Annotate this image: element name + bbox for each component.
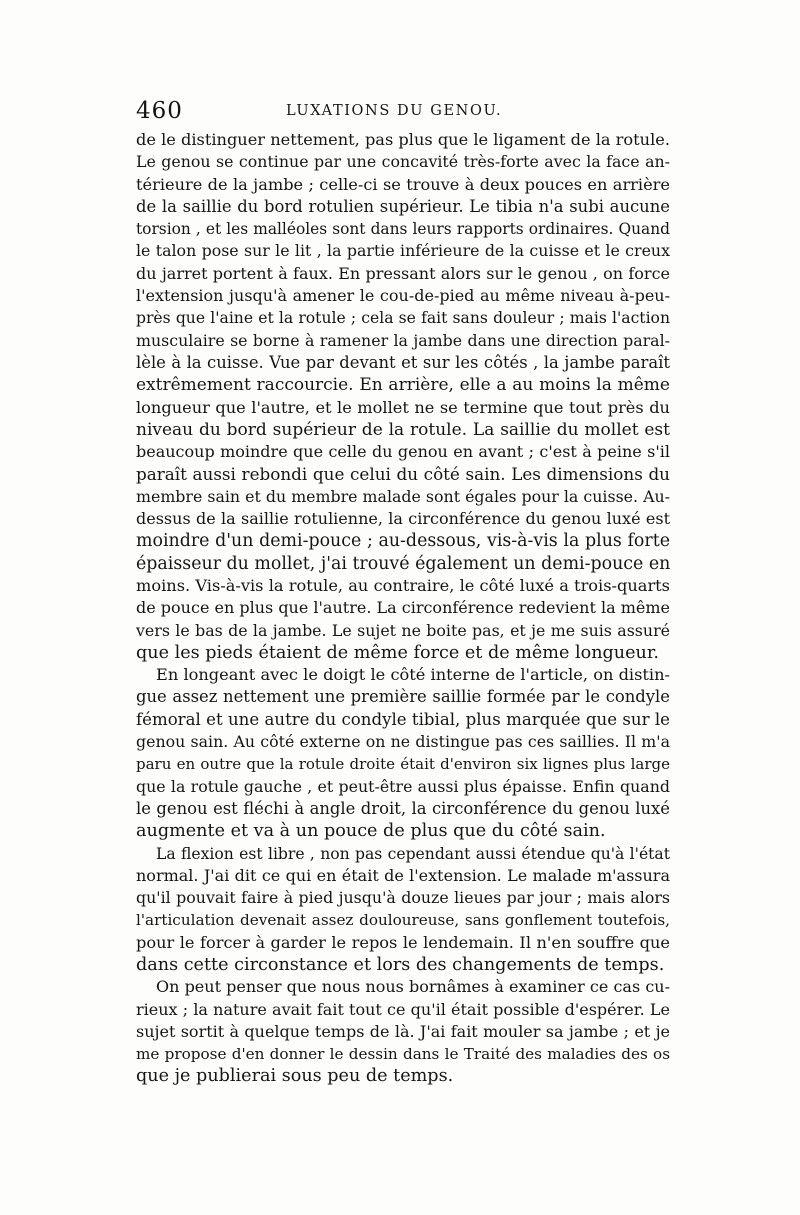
text-line: le talon pose sur le lit , la partie inférieure de la cuisse et le creux xyxy=(136,241,670,261)
text-line: térieure de la jambe ; celle-ci se trouve à deux pouces en arrière xyxy=(136,174,670,194)
text-line: rieux ; la nature avait fait tout ce qu'il était possible d'espérer. Le xyxy=(136,999,670,1019)
text-line: torsion , et les malléoles sont dans leurs rapports ordinaires. Quand xyxy=(136,220,670,239)
text-line: Le genou se continue par une concavité très-forte avec la face an- xyxy=(136,152,670,172)
text-line: que je publierai sous peu de temps. xyxy=(136,1066,454,1087)
text-line: que la rotule gauche , et peut-être aussi plus épaisse. Enfin quand xyxy=(136,776,670,796)
text-line: de pouce en plus que l'autre. La circonférence redevient la même xyxy=(136,598,670,618)
text-line: du jarret portent à faux. En pressant alors sur le genou , on force xyxy=(136,263,670,283)
running-title: LUXATIONS DU GENOU. xyxy=(286,103,503,119)
text-line: que les pieds étaient de même force et de même longueur. xyxy=(136,642,659,663)
text-line: dans cette circonstance et lors des changements de temps. xyxy=(136,954,665,975)
text-line: l'articulation devenait assez douloureuse, sans gonflement toutefois, xyxy=(136,911,670,930)
running-head xyxy=(136,96,670,126)
text-line: épaisseur du mollet, j'ai trouvé également un demi-pouce en xyxy=(136,553,670,574)
text-line: sujet sortit à quelque temps de là. J'ai fait mouler sa jambe ; et je xyxy=(136,1021,670,1041)
text-line: extrêmement raccourcie. En arrière, elle a au moins la même xyxy=(136,375,670,396)
text-line: En longeant avec le doigt le côté interne de l'article, on distin- xyxy=(156,665,670,685)
text-line: le genou est fléchi à angle droit, la circonférence du genou luxé xyxy=(136,798,670,818)
text-line: l'extension jusqu'à amener le cou-de-pied au même niveau à-peu- xyxy=(136,286,670,306)
text-line: membre sain et du membre malade sont égales pour la cuisse. Au- xyxy=(136,486,670,506)
text-line: vers le bas de la jambe. Le sujet ne boite pas, et je me suis assuré xyxy=(136,620,670,640)
text-line: normal. J'ai dit ce qui en était de l'extension. Le malade m'assura xyxy=(136,865,670,885)
text-line: moindre d'un demi-pouce ; au-dessous, vis-à-vis la plus forte xyxy=(136,531,670,552)
text-line: lèle à la cuisse. Vue par devant et sur les côtés , la jambe paraît xyxy=(136,352,670,372)
text-line: moins. Vis-à-vis la rotule, au contraire, le côté luxé a trois-quarts xyxy=(136,575,670,595)
text-line: qu'il pouvait faire à pied jusqu'à douze lieues par jour ; mais alors xyxy=(136,888,670,908)
body-text xyxy=(136,129,670,1088)
text-line: musculaire se borne à ramener la jambe dans une direction paral- xyxy=(136,330,670,350)
text-line: niveau du bord supérieur de la rotule. La saillie du mollet est xyxy=(136,419,670,440)
text-line: longueur que l'autre, et le mollet ne se termine que tout près du xyxy=(136,397,670,417)
text-line: augmente et va à un pouce de plus que du côté sain. xyxy=(136,821,606,842)
page-number: 460 xyxy=(136,98,183,124)
text-line: près que l'aine et la rotule ; cela se fait sans douleur ; mais l'action xyxy=(136,309,670,328)
text-line: de le distinguer nettement, pas plus que le ligament de la rotule. xyxy=(136,130,670,149)
text-line: paru en outre que la rotule droite était d'environ six lignes plus large xyxy=(136,755,670,774)
text-line: dessus de la saillie rotulienne, la circonférence du genou luxé est xyxy=(136,509,670,529)
text-line: fémoral et une autre du condyle tibial, plus marquée que sur le xyxy=(136,709,670,729)
text-line: paraît aussi rebondi que celui du côté sain. Les dimensions du xyxy=(136,464,670,485)
text-line: pour le forcer à garder le repos le lendemain. Il n'en souffre que xyxy=(136,932,670,952)
text-line: genou sain. Au côté externe on ne distingue pas ces saillies. Il m'a xyxy=(136,732,670,752)
text-line: La flexion est libre , non pas cependant aussi étendue qu'à l'état xyxy=(156,844,670,863)
text-line: de la saillie du bord rotulien supérieur. Le tibia n'a subi aucune xyxy=(136,196,670,216)
text-line: beaucoup moindre que celle du genou en avant ; c'est à peine s'il xyxy=(136,442,670,462)
text-line: On peut penser que nous nous bornâmes à examiner ce cas cu- xyxy=(156,977,670,997)
text-line: me propose d'en donner le dessin dans le Traité des maladies des os xyxy=(136,1045,670,1064)
text-line: gue assez nettement une première saillie formée par le condyle xyxy=(136,687,670,707)
